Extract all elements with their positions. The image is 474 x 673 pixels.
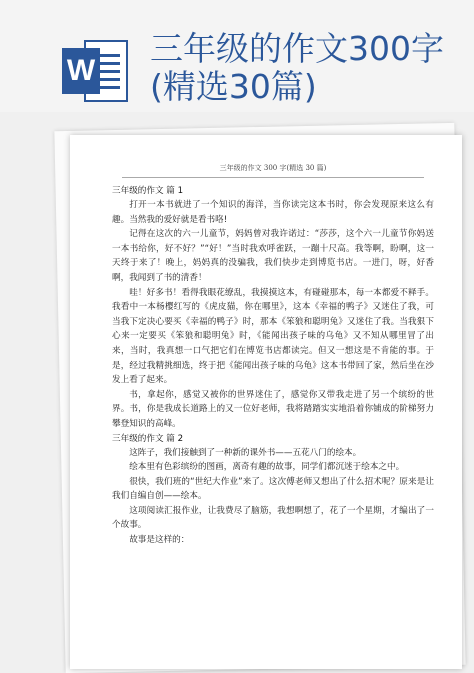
paragraph: 绘本里有色彩缤纷的图画，离奇有趣的故事，同学们都沉迷于绘本之中。 [129,462,405,473]
page-content [112,163,434,548]
banner [0,0,474,112]
banner-title: 三年级的作文300字(精选30篇) [150,29,444,106]
section-title: 三年级的作文 篇 2 [112,433,184,444]
running-header: 三年级的作文 300 字(精选 30 篇) [122,163,424,178]
paragraph: 记得在这次的六一儿童节，妈妈曾对我许诺过：“莎莎，这个六一儿童节你妈送一本书给你，好不好？”“好！”当时我欢呼雀跃，一蹦十尺高。我等啊，盼啊，这一天终于来了！晚上，妈妈真的没骗我，我们快步走到博览书店。一进门，呀，好香啊，我闻到了书的清香！ [112,229,434,283]
document-page [70,135,462,669]
paragraph: 打开一本书就进了一个知识的海洋，当你读完这本书时，你会发现原来这么有趣。当然我的爱好就是看书咯! [112,200,434,225]
section-title: 三年级的作文 篇 1 [112,186,184,196]
paragraph: 这阵子，我们接触到了一种新的课外书——五花八门的绘本。 [129,447,362,458]
paragraph: 这项阅读汇报作业，让我费尽了脑筋，我想啊想了，花了一个星期，才编出了一个故事。 [112,505,434,531]
word-letter-badge: W [62,48,100,94]
paragraph: 书，拿起你，感觉又被你的世界迷住了，感觉你又带我走进了另一个缤纷的世界。书，你是我成长道路上的又一位好老师，我将踏踏实实地沿着你铺成的阶梯努力攀登知识的高峰。 [112,389,434,429]
paragraph: 故事是这样的： [129,535,190,546]
word-document-icon [62,40,128,102]
paragraph: 哇！好多书！看得我眼花缭乱，我摸摸这本，有碰碰那本，每一本都爱不释手。我看中一本杨樱红写的《虎皮猫，你在哪里》，这本《幸福的鸭子》又迷住了我，可当我下定决心要买《幸福的鸭子》时，那本《笨狼和聪明兔》又迷住了我。当我狠下心来一定要买《笨狼和聪明兔》时，《能闻出孩子味的乌龟》又不知从哪里冒了出来，当时，我真想一口气把它们在博览书店都读完。但又一想这是不肯能的事。于是，经过我精挑细选，终于把《能闻出孩子味的乌龟》这本书带回了家，然后坐在沙发上看了起来。 [112,287,434,386]
paragraph: 很快，我们班的“世纪大作业”来了。这次傅老师又想出了什么招术呢？原来是让我们自编自创——绘本。 [112,476,434,502]
